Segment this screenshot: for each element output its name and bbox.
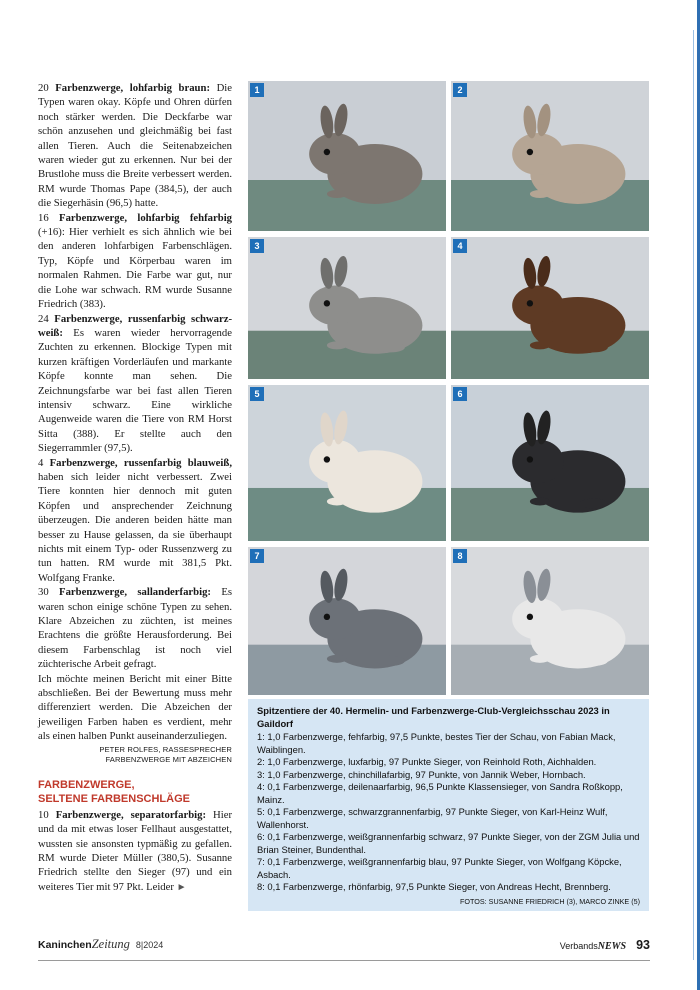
photo-6 — [451, 385, 649, 541]
photo-number-badge: 5 — [250, 387, 264, 401]
photo-number-badge: 3 — [250, 239, 264, 253]
photo-number-badge: 8 — [453, 549, 467, 563]
photo-3 — [248, 237, 446, 379]
rabbit-image — [451, 237, 649, 379]
rabbit-image — [248, 547, 446, 695]
rabbit-image — [451, 547, 649, 695]
caption-line: 1: 1,0 Farbenzwerge, fehfarbig, 97,5 Punkte, bestes Tier der Schau, von Fabian Mack, Waiblingen. — [257, 731, 616, 755]
rabbit-image — [248, 237, 446, 379]
photo-number-badge: 6 — [453, 387, 467, 401]
section-label — [560, 936, 626, 954]
section-heading-line-2: SELTENE FARBENSCHLÄGE — [38, 792, 190, 805]
paragraph-6: Ich möchte meinen Bericht mit einer Bitte abschließen. Bei der Bewertung muss mehr differenziert werden. Die Abzeichen der jeweiligen Farben haben es verdient, mehr als einen halben Punkt auseinanderzuliegen. — [38, 672, 232, 743]
issue-number: 8|2024 — [135, 940, 164, 950]
caption-line: 4: 0,1 Farbenzwerge, deilenaarfarbig, 96,5 Punkte Klassensieger, von Sandra Roßkopp, Mainz. — [257, 781, 623, 805]
rabbit-image — [248, 81, 446, 231]
caption-title: Spitzentiere der 40. Hermelin- und Farbenzwerge-Club-Vergleichsschau 2023 in Gaildorf — [257, 705, 610, 729]
author-name: PETER ROLFES, RASSESPRECHER — [99, 744, 232, 754]
photo-1 — [248, 81, 446, 231]
footer-divider — [38, 960, 650, 961]
photo-number-badge: 2 — [453, 83, 467, 97]
caption-line: 8: 0,1 Farbenzwerge, rhönfarbig, 97,5 Punkte Sieger, von Andreas Hecht, Brennberg. — [257, 881, 611, 892]
rabbit-image — [248, 385, 446, 541]
photo-4 — [451, 237, 649, 379]
page-number: 93 — [636, 938, 650, 952]
rabbit-image — [451, 385, 649, 541]
section-heading-line-1: FARBENZWERGE, — [38, 778, 135, 791]
caption-box — [248, 699, 649, 911]
photo-number-badge: 1 — [250, 83, 264, 97]
photo-2 — [451, 81, 649, 231]
paragraph-5: 30 Farbenzwerge, sallanderfarbig: Es waren schon einige schöne Typen zu sehen. Klare Abzeichen zu züchten, ist meines Erachtens die größte Herausforderung. Bei diesem Farbenschlag ist noch viel züchterische Arbeit gefragt. — [38, 586, 233, 671]
section-label-part-2: NEWS — [597, 941, 627, 952]
brand-name-part-2: Zeitung — [91, 937, 130, 951]
author-role: FARBENZWERGE MIT ABZEICHEN — [105, 754, 232, 764]
footer-section — [560, 936, 650, 954]
page-edge-rule — [693, 30, 694, 960]
rabbit-image — [451, 81, 649, 231]
section-label-part-1: Verbands — [559, 941, 598, 951]
continue-arrow-icon: ► — [176, 881, 187, 893]
brand-name-part-1: Kaninchen — [38, 939, 92, 951]
article-column — [38, 81, 232, 895]
photo-number-badge: 7 — [250, 549, 264, 563]
paragraph-1: 20 Farbenzwerge, lohfarbig braun: Die Typen waren okay. Köpfe und Ohren dürfen noch stärker werden. Die Deckfarbe war schön anzusehen und gleichmäßig bei fast allen Tieren. Auch die Seitenabzeichen waren wieder gut zu erkennen. Nur bei der Brustlohe muss die Breite verbessert werden. RM wurde Thomas Pape (384,5), der auch die Siegerhäsin (96,5) hatte. — [38, 82, 233, 210]
photo-8 — [451, 547, 649, 695]
photo-5 — [248, 385, 446, 541]
photo-7 — [248, 547, 446, 695]
caption-line: 2: 1,0 Farbenzwerge, luxfarbig, 97 Punkte Sieger, von Reinhold Roth, Aichhalden. — [257, 756, 597, 767]
caption-line: 5: 0,1 Farbenzwerge, schwarzgrannenfarbig, 97 Punkte Sieger, von Karl-Heinz Wulf, Wallenhorst. — [257, 806, 608, 830]
caption-line: 3: 1,0 Farbenzwerge, chinchillafarbig, 97 Punkte, von Jannik Weber, Hornbach. — [257, 768, 586, 780]
photo-credit: FOTOS: SUSANNE FRIEDRICH (3), MARCO ZINKE (5) — [460, 896, 640, 906]
paragraph-7: 10 Farbenzwerge, separatorfarbig: Hier und da mit etwas loser Fellhaut ausgestattet, wussten sie ansonsten typmäßig zu gefallen. RM wurde Dieter Müller (380,5). Susanne Friedrich stellte den Sieger (97) und ein weiteres Tier mit 97 Pkt. Leider ► — [38, 808, 233, 893]
paragraph-3: 24 Farbenzwerge, russenfarbig schwarz-weiß: Es waren wieder hervorragende Zuchten zu erkennen. Blockige Typen mit kurzen kräftigen Vorderläufen und markante Köpfe konnte man sehen. Die Zeichnungsfarbe war bei fast allen Tieren intensiv schwarz. Eine wirkliche Augenweide waren die Tiere von RM Horst Sitta (388). Er stellte auch den Siegerrammler (97,5). — [38, 312, 233, 455]
caption-line: 7: 0,1 Farbenzwerge, weißgrannenfarbig blau, 97 Punkte Sieger, von Wolfgang Köpcke, Asbach. — [257, 856, 622, 880]
paragraph-4: 4 Farbenzwerge, russenfarbig blauweiß, haben sich leider nicht verbessert. Zwei Tiere konnten hier dennoch mit guten Köpfen und ansprechender Zeichnung überzeugen. Die anderen beiden hätte man besser zu Hause gelassen, da sie überhaupt nichts mit einem Typ- oder Russenzwerg zu tun hatten. RM wurde mit 381,5 Pkt. Wolfgang Franke. — [38, 456, 232, 584]
footer-brand — [38, 937, 163, 952]
section-heading — [38, 778, 232, 806]
caption-line: 6: 0,1 Farbenzwerge, weißgrannenfarbig schwarz, 97 Punkte Sieger, von der ZGM Julia und Brian Steiner, Bundenthal. — [257, 831, 640, 855]
paragraph-2: 16 Farbenzwerge, lohfarbig fehfarbig (+16): Hier verhielt es sich ähnlich wie bei den anderen lohfarbigen Farbenschlägen. Typ, Köpfe und Körperbau waren im normalen Rahmen. Die Farbe war gut, nur die Lohe war schwach. RM wurde Susanne Friedrich (383). — [38, 211, 233, 311]
photo-number-badge: 4 — [453, 239, 467, 253]
